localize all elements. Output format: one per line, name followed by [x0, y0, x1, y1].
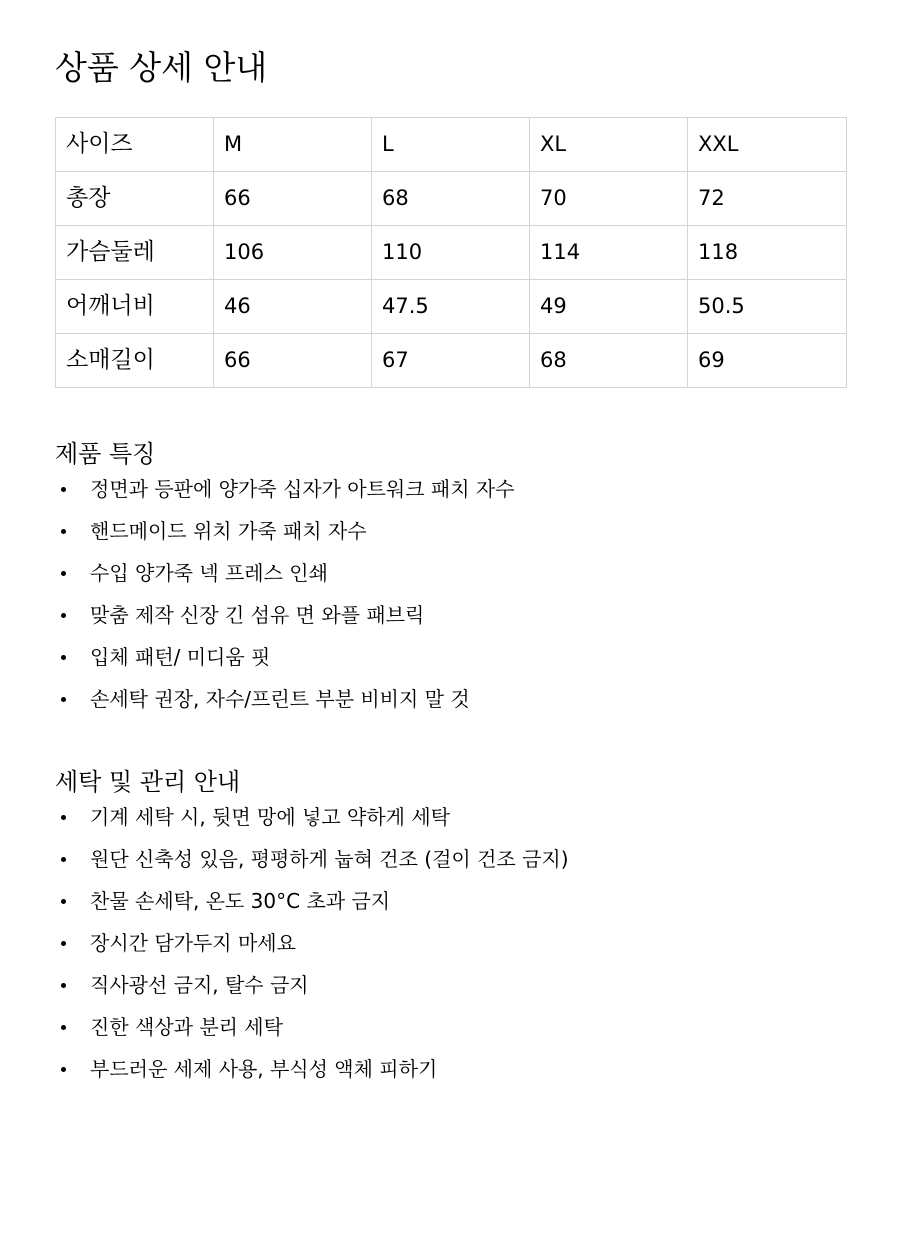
bullet-icon [61, 613, 66, 618]
list-item [55, 796, 846, 838]
table-cell: 67 [372, 334, 530, 388]
size-table-row-length [56, 172, 847, 226]
table-cell: 106 [214, 226, 372, 280]
list-item-text: 손세탁 권장, 자수/프린트 부분 비비지 말 것 [90, 687, 470, 711]
bullet-icon [61, 941, 66, 946]
table-cell: 47.5 [372, 280, 530, 334]
table-cell: 46 [214, 280, 372, 334]
list-item-text: 장시간 담가두지 마세요 [90, 931, 296, 955]
list-item [55, 636, 846, 678]
bullet-icon [61, 655, 66, 660]
list-item [55, 468, 846, 510]
size-header-label: 사이즈 [56, 118, 214, 172]
size-chart-table [55, 117, 847, 388]
list-item [55, 1048, 846, 1090]
features-list [55, 468, 846, 720]
care-list [55, 796, 846, 1090]
list-item [55, 880, 846, 922]
list-item-text: 수입 양가죽 넥 프레스 인쇄 [90, 561, 328, 585]
bullet-icon [61, 899, 66, 904]
list-item-text: 진한 색상과 분리 세탁 [90, 1015, 283, 1039]
bullet-icon [61, 571, 66, 576]
size-header-xl: XL [530, 118, 688, 172]
size-table-row-sleeve [56, 334, 847, 388]
list-item [55, 594, 846, 636]
list-item-text: 기계 세탁 시, 뒷면 망에 넣고 약하게 세탁 [90, 805, 450, 829]
list-item [55, 510, 846, 552]
list-item-text: 정면과 등판에 양가죽 십자가 아트워크 패치 자수 [90, 477, 515, 501]
size-header-m: M [214, 118, 372, 172]
table-cell: 50.5 [688, 280, 847, 334]
table-cell: 114 [530, 226, 688, 280]
list-item-text: 찬물 손세탁, 온도 30°C 초과 금지 [90, 889, 391, 913]
list-item-text: 원단 신축성 있음, 평평하게 눕혀 건조 (걸이 건조 금지) [90, 847, 569, 871]
table-cell: 70 [530, 172, 688, 226]
row-label: 총장 [56, 172, 214, 226]
list-item-text: 핸드메이드 위치 가죽 패치 자수 [90, 519, 367, 543]
size-header-l: L [372, 118, 530, 172]
list-item [55, 922, 846, 964]
list-item-text: 입체 패턴/ 미디움 핏 [90, 645, 271, 669]
bullet-icon [61, 487, 66, 492]
bullet-icon [61, 529, 66, 534]
row-label: 가슴둘레 [56, 226, 214, 280]
page-title: 상품 상세 안내 [55, 48, 268, 87]
features-title: 제품 특징 [55, 440, 156, 468]
bullet-icon [61, 857, 66, 862]
size-table-row-shoulder [56, 280, 847, 334]
table-cell: 66 [214, 334, 372, 388]
table-cell: 72 [688, 172, 847, 226]
table-cell: 69 [688, 334, 847, 388]
list-item-text: 부드러운 세제 사용, 부식성 액체 피하기 [90, 1057, 438, 1081]
table-cell: 110 [372, 226, 530, 280]
size-header-xxl: XXL [688, 118, 847, 172]
care-section [55, 764, 846, 1090]
list-item-text: 맞춤 제작 신장 긴 섬유 면 와플 패브릭 [90, 603, 425, 627]
list-item [55, 964, 846, 1006]
list-item [55, 838, 846, 880]
size-table-header-row [56, 118, 847, 172]
table-cell: 68 [530, 334, 688, 388]
bullet-icon [61, 1067, 66, 1072]
bullet-icon [61, 697, 66, 702]
features-section [55, 436, 846, 720]
table-cell: 49 [530, 280, 688, 334]
bullet-icon [61, 983, 66, 988]
list-item-text: 직사광선 금지, 탈수 금지 [90, 973, 309, 997]
size-table-row-chest [56, 226, 847, 280]
list-item [55, 552, 846, 594]
table-cell: 68 [372, 172, 530, 226]
bullet-icon [61, 815, 66, 820]
list-item [55, 678, 846, 720]
bullet-icon [61, 1025, 66, 1030]
row-label: 어깨너비 [56, 280, 214, 334]
row-label: 소매길이 [56, 334, 214, 388]
table-cell: 118 [688, 226, 847, 280]
care-title: 세탁 및 관리 안내 [55, 768, 241, 796]
table-cell: 66 [214, 172, 372, 226]
list-item [55, 1006, 846, 1048]
